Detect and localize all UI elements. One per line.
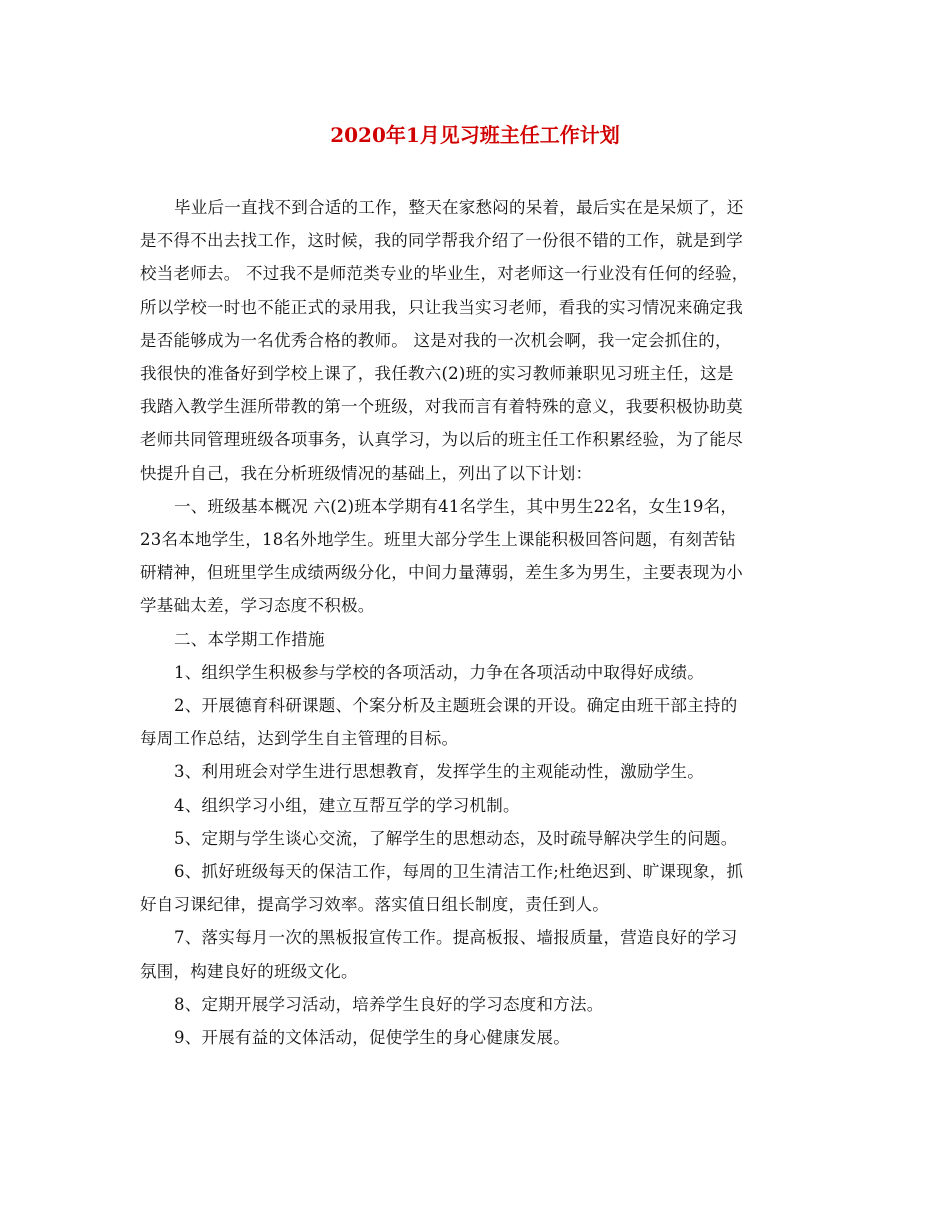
text-line: 我踏入教学生涯所带教的第一个班级，对我而言有着特殊的意义，我要积极协助莫 [140, 397, 743, 417]
document-body [140, 191, 816, 1054]
text-line: 9、开展有益的文体活动，促使学生的身心健康发展。 [174, 1028, 570, 1048]
text-line: 一、班级基本概况 六(2)班本学期有41名学生，其中男生22名，女生19名， [174, 496, 738, 516]
text-line: 好自习课纪律，提高学习效率。落实值日组长制度，责任到人。 [140, 895, 609, 915]
text-line: 3、利用班会对学生进行思想教育，发挥学生的主观能动性，激励学生。 [174, 762, 704, 782]
text-line: 快提升自己，我在分析班级情况的基础上，列出了以下计划： [140, 463, 593, 483]
text-line: 我很快的准备好到学校上课了，我任教六(2)班的实习教师兼职见习班主任，这是 [140, 364, 734, 384]
text-line: 7、落实每月一次的黑板报宣传工作。提高板报、墙报质量，营造良好的学习 [174, 928, 738, 948]
text-line: 校当老师去。 不过我不是师范类专业的毕业生，对老师这一行业没有任何的经验， [140, 264, 749, 284]
text-line: 学基础太差，学习态度不积极。 [140, 596, 375, 616]
text-line: 老师共同管理班级各项事务，认真学习，为以后的班主任工作积累经验，为了能尽 [140, 430, 743, 450]
text-line: 2、开展德育科研课题、个案分析及主题班会课的开设。确定由班干部主持的 [174, 696, 738, 716]
text-line: 毕业后一直找不到合适的工作，整天在家愁闷的呆着，最后实在是呆烦了，还 [174, 198, 744, 217]
text-line: 4、组织学习小组，建立互帮互学的学习机制。 [174, 795, 520, 815]
text-line: 8、定期开展学习活动，培养学生良好的学习态度和方法。 [174, 994, 604, 1014]
text-line: 6、抓好班级每天的保洁工作，每周的卫生清洁工作;杜绝迟到、旷课现象，抓 [174, 862, 744, 882]
text-line: 是不得不出去找工作，这时候，我的同学帮我介绍了一份很不错的工作，就是到学 [140, 231, 743, 251]
text-line: 是否能够成为一名优秀合格的教师。 这是对我的一次机会啊，我一定会抓住的， [140, 330, 732, 350]
text-line: 所以学校一时也不能正式的录用我，只让我当实习老师，看我的实习情况来确定我 [140, 297, 743, 317]
text-line: 研精神，但班里学生成绩两级分化，中间力量薄弱，差生多为男生，主要表现为小 [140, 563, 743, 583]
text-line: 二、本学期工作措施 [174, 629, 325, 649]
document-title: 2020年1月见习班主任工作计划 [330, 123, 620, 147]
text-line: 23名本地学生，18名外地学生。班里大部分学生上课能积极回答问题，有刻苦钻 [140, 530, 736, 550]
text-line: 5、定期与学生谈心交流，了解学生的思想动态，及时疏导解决学生的问题。 [174, 828, 738, 848]
text-line: 1、组织学生积极参与学校的各项活动，力争在各项活动中取得好成绩。 [174, 662, 704, 682]
text-line: 每周工作总结，达到学生自主管理的目标。 [140, 729, 459, 749]
text-line: 氛围，构建良好的班级文化。 [140, 961, 358, 981]
